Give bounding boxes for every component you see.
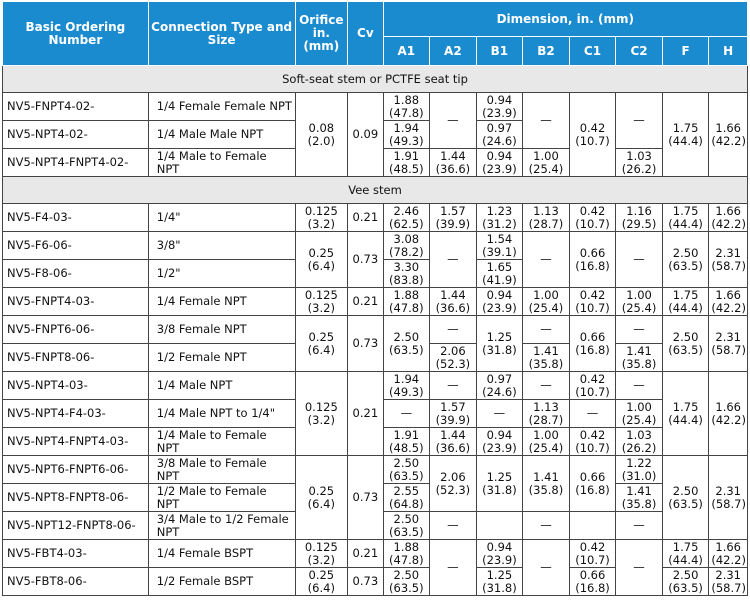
part-number: NV5-FNPT4-03- (3, 288, 149, 316)
orifice-cell: 0.125 (3.2) (295, 204, 348, 232)
a2-cell: — (430, 232, 477, 288)
a2-cell: 1.57 (39.9) (430, 400, 477, 428)
col-header-connection: Connection Type and Size (148, 2, 295, 66)
connection: 1/4 Female Female NPT (148, 93, 295, 121)
b1-cell: 1.23 (31.2) (476, 204, 523, 232)
b1-cell: — (476, 400, 523, 428)
c2-cell: 1.03 (26.2) (616, 428, 663, 456)
part-number: NV5-FNPT4-02- (3, 93, 149, 121)
c1-cell: 0.66 (16.8) (569, 456, 616, 512)
c1-cell: 0.66 (16.8) (569, 568, 616, 596)
c2-cell: 1.22 (31.0) (616, 456, 663, 484)
section-vee-stem: Vee stem (3, 177, 748, 204)
a1-cell: 1.88 (47.8) (383, 540, 430, 568)
a1-cell: 1.91 (48.5) (383, 149, 430, 177)
c2-cell: 1.41 (35.8) (616, 344, 663, 372)
cv-cell: 0.21 (348, 372, 383, 456)
a1-cell: 3.30 (83.8) (383, 260, 430, 288)
table-row (3, 204, 748, 232)
b1-cell (476, 512, 523, 540)
c1-cell: 0.66 (16.8) (569, 232, 616, 288)
c2-cell: 1.00 (25.4) (616, 400, 663, 428)
a1-cell: 2.46 (62.5) (383, 204, 430, 232)
c2-cell: 1.41 (35.8) (616, 484, 663, 512)
part-number: NV5-F4-03- (3, 204, 149, 232)
h-cell: 1.66 (42.2) (709, 288, 748, 316)
table-row (3, 93, 748, 121)
b1-cell: 1.25 (31.8) (476, 456, 523, 512)
a2-cell: — (430, 93, 477, 149)
a2-cell: 1.44 (36.6) (430, 288, 477, 316)
connection: 1/2 Female BSPT (148, 568, 295, 596)
connection: 3/8 Male to Female NPT (148, 456, 295, 484)
part-number: NV5-FBT8-06- (3, 568, 149, 596)
c2-cell: — (616, 316, 663, 344)
cv-cell: 0.73 (348, 232, 383, 288)
c2-cell: — (616, 232, 663, 288)
table-row (3, 288, 748, 316)
connection: 1/4 Male Male NPT (148, 121, 295, 149)
c1-cell: 0.42 (10.7) (569, 540, 616, 568)
table-row (3, 540, 748, 568)
a2-cell: 1.44 (36.6) (430, 428, 477, 456)
connection: 3/8" (148, 232, 295, 260)
b2-cell: 1.13 (28.7) (523, 204, 570, 232)
f-cell: 1.75 (44.4) (662, 288, 709, 316)
a1-cell: 1.88 (47.8) (383, 93, 430, 121)
connection: 1/2 Male to Female NPT (148, 484, 295, 512)
connection: 1/2 Female NPT (148, 344, 295, 372)
b2-cell: — (523, 316, 570, 344)
a1-cell: 1.91 (48.5) (383, 428, 430, 456)
cv-cell: 0.09 (348, 93, 383, 177)
a2-cell: — (430, 512, 477, 540)
col-header-cv: Cv (348, 2, 383, 66)
f-cell: 2.50 (63.5) (662, 232, 709, 288)
f-cell: 2.50 (63.5) (662, 456, 709, 540)
c1-cell: 0.42 (10.7) (569, 288, 616, 316)
connection: 1/4 Male to Female NPT (148, 149, 295, 177)
b2-cell: — (523, 232, 570, 288)
a1-cell: 1.94 (49.3) (383, 372, 430, 400)
table-row (3, 456, 748, 484)
part-number: NV5-NPT4-F4-03- (3, 400, 149, 428)
b1-cell: 0.94 (23.9) (476, 93, 523, 121)
b2-cell: — (523, 540, 570, 596)
a2-cell: — (430, 316, 477, 344)
connection: 3/8 Female NPT (148, 316, 295, 344)
orifice-cell: 0.25 (6.4) (295, 232, 348, 288)
a2-cell: 2.06 (52.3) (430, 344, 477, 372)
c2-cell: 1.03 (26.2) (616, 149, 663, 177)
c1-cell: 0.42 (10.7) (569, 204, 616, 232)
part-number: NV5-NPT8-FNPT8-06- (3, 484, 149, 512)
a1-cell: — (383, 400, 430, 428)
orifice-cell: 0.25 (6.4) (295, 316, 348, 372)
part-number: NV5-NPT4-FNPT4-02- (3, 149, 149, 177)
cv-cell: 0.73 (348, 316, 383, 372)
col-header-orifice: Orifice in. (mm) (295, 2, 348, 66)
b1-cell: 0.94 (23.9) (476, 288, 523, 316)
a2-cell: — (430, 372, 477, 400)
table-row (3, 316, 748, 344)
a2-cell: 1.44 (36.6) (430, 149, 477, 177)
part-number: NV5-FNPT6-06- (3, 316, 149, 344)
a2-cell: 2.06 (52.3) (430, 456, 477, 512)
c1-cell: 0.42 (10.7) (569, 428, 616, 456)
b1-cell: 1.25 (31.8) (476, 568, 523, 596)
b2-cell: 1.00 (25.4) (523, 428, 570, 456)
c1-cell: 0.42 (10.7) (569, 372, 616, 400)
h-cell: 2.31 (58.7) (709, 568, 748, 596)
table-row (3, 232, 748, 260)
orifice-cell: 0.125 (3.2) (295, 288, 348, 316)
part-number: NV5-NPT4-FNPT4-03- (3, 428, 149, 456)
f-cell: 1.75 (44.4) (662, 540, 709, 568)
b2-cell: 1.00 (25.4) (523, 288, 570, 316)
connection: 1/4 Female NPT (148, 288, 295, 316)
part-number: NV5-NPT12-FNPT8-06- (3, 512, 149, 540)
part-number: NV5-NPT4-02- (3, 121, 149, 149)
b2-cell: 1.13 (28.7) (523, 400, 570, 428)
connection: 1/4 Female BSPT (148, 540, 295, 568)
connection: 1/2" (148, 260, 295, 288)
col-header-c1: C1 (569, 37, 616, 66)
connection: 1/4 Male to Female NPT (148, 428, 295, 456)
part-number: NV5-F6-06- (3, 232, 149, 260)
b1-cell: 1.65 (41.9) (476, 260, 523, 288)
c1-cell: 0.66 (16.8) (569, 316, 616, 372)
orifice-cell: 0.125 (3.2) (295, 540, 348, 568)
col-header-b1: B1 (476, 37, 523, 66)
a1-cell: 2.50 (63.5) (383, 456, 430, 484)
part-number: NV5-FNPT8-06- (3, 344, 149, 372)
b2-cell: 1.41 (35.8) (523, 456, 570, 512)
part-number: NV5-NPT4-03- (3, 372, 149, 400)
f-cell: 2.50 (63.5) (662, 316, 709, 372)
c1-cell (569, 512, 616, 540)
f-cell: 1.75 (44.4) (662, 93, 709, 177)
orifice-cell: 0.08 (2.0) (295, 93, 348, 177)
a2-cell: — (430, 540, 477, 596)
a1-cell: 2.50 (63.5) (383, 512, 430, 540)
col-header-a2: A2 (430, 37, 477, 66)
connection: 1/4" (148, 204, 295, 232)
col-header-part: Basic Ordering Number (3, 2, 149, 66)
orifice-cell: 0.125 (3.2) (295, 372, 348, 456)
b2-cell: — (523, 93, 570, 149)
col-header-dimension: Dimension, in. (mm) (383, 2, 747, 37)
c2-cell: 1.16 (29.5) (616, 204, 663, 232)
connection: 3/4 Male to 1/2 Female NPT (148, 512, 295, 540)
orifice-cell: 0.25 (6.4) (295, 456, 348, 540)
h-cell: 2.31 (58.7) (709, 456, 748, 540)
a1-cell: 1.88 (47.8) (383, 288, 430, 316)
col-header-a1: A1 (383, 37, 430, 66)
c2-cell: 1.00 (25.4) (616, 288, 663, 316)
part-number: NV5-FBT4-03- (3, 540, 149, 568)
h-cell: 1.66 (42.2) (709, 93, 748, 177)
ordering-table (2, 1, 748, 596)
b2-cell: — (523, 372, 570, 400)
b2-cell: 1.41 (35.8) (523, 344, 570, 372)
b2-cell: 1.00 (25.4) (523, 149, 570, 177)
part-number: NV5-F8-06- (3, 260, 149, 288)
a1-cell: 2.55 (64.8) (383, 484, 430, 512)
a1-cell: 2.50 (63.5) (383, 568, 430, 596)
h-cell: 2.31 (58.7) (709, 232, 748, 288)
b1-cell: 0.97 (24.6) (476, 121, 523, 149)
b1-cell: 1.25 (31.8) (476, 316, 523, 372)
connection: 1/4 Male NPT to 1/4" (148, 400, 295, 428)
c1-cell: — (569, 400, 616, 428)
b1-cell: 0.94 (23.9) (476, 540, 523, 568)
f-cell: 2.50 (63.5) (662, 568, 709, 596)
cv-cell: 0.21 (348, 288, 383, 316)
a1-cell: 3.08 (78.2) (383, 232, 430, 260)
cv-cell: 0.21 (348, 204, 383, 232)
col-header-h: H (709, 37, 748, 66)
orifice-cell: 0.25 (6.4) (295, 568, 348, 596)
a1-cell: 1.94 (49.3) (383, 121, 430, 149)
b1-cell: 0.94 (23.9) (476, 428, 523, 456)
c2-cell: — (616, 512, 663, 540)
b2-cell: — (523, 512, 570, 540)
h-cell: 1.66 (42.2) (709, 372, 748, 456)
h-cell: 1.66 (42.2) (709, 540, 748, 568)
f-cell: 1.75 (44.4) (662, 372, 709, 456)
part-number: NV5-NPT6-FNPT6-06- (3, 456, 149, 484)
b1-cell: 0.94 (23.9) (476, 149, 523, 177)
c1-cell: 0.42 (10.7) (569, 93, 616, 177)
cv-cell: 0.21 (348, 540, 383, 568)
cv-cell: 0.73 (348, 456, 383, 540)
col-header-b2: B2 (523, 37, 570, 66)
h-cell: 2.31 (58.7) (709, 316, 748, 372)
a1-cell: 2.50 (63.5) (383, 316, 430, 372)
f-cell: 1.75 (44.4) (662, 204, 709, 232)
section-soft-seat: Soft-seat stem or PCTFE seat tip (3, 66, 748, 93)
c2-cell: — (616, 372, 663, 400)
a2-cell: 1.57 (39.9) (430, 204, 477, 232)
b1-cell: 1.54 (39.1) (476, 232, 523, 260)
col-header-f: F (662, 37, 709, 66)
h-cell: 1.66 (42.2) (709, 204, 748, 232)
c2-cell: — (616, 93, 663, 149)
connection: 1/4 Male NPT (148, 372, 295, 400)
col-header-c2: C2 (616, 37, 663, 66)
b1-cell: 0.97 (24.6) (476, 372, 523, 400)
table-row (3, 372, 748, 400)
cv-cell: 0.73 (348, 568, 383, 596)
c2-cell: — (616, 540, 663, 596)
